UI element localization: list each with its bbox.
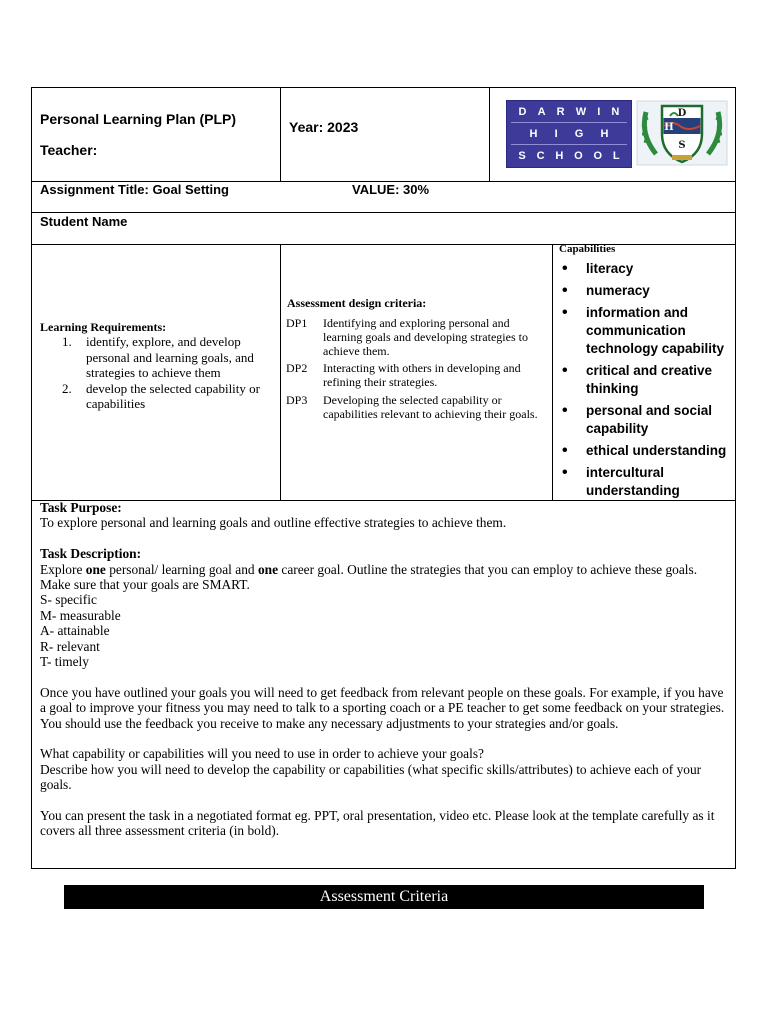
logo-letter: O — [574, 150, 583, 162]
capabilities-heading: Capabilities — [559, 243, 616, 255]
crest-letter-d: D — [677, 108, 687, 119]
spacer — [40, 669, 730, 684]
criteria-text: Developing the selected capability or capabilities relevant to achieving their goals. — [323, 393, 538, 421]
logo-separator — [511, 122, 627, 123]
criteria-dp1 — [286, 316, 548, 358]
list-number: 1. — [62, 334, 72, 349]
logo-letter: I — [597, 106, 601, 118]
criteria-text: Interacting with others in developing and refining their strategies. — [323, 361, 521, 389]
logo-letter: C — [536, 150, 545, 162]
assignment-title: Assignment Title: Goal Setting — [40, 182, 230, 197]
logo-letter: W — [575, 106, 587, 118]
capability-describe: Describe how you will need to develop the capability or capabilities (what specific skills/attributes) to achieve each of your goals. — [40, 761, 702, 793]
teacher-label: Teacher: — [40, 142, 98, 158]
smart-item: R- relevant — [40, 638, 100, 654]
task-description-text — [40, 562, 730, 593]
feedback-paragraph: Once you have outlined your goals you will need to get feedback from relevant people on these goals. For example, if you have a goal to improve your fitness you may need to talk to a sporting coach or a PE teacher to get some feedback on your strategies. You should use the feedback you receive to make any necessary adjustments to your strategies and/or goals. — [40, 684, 725, 731]
student-name-label: Student Name — [40, 214, 128, 229]
logo-letter: H — [555, 150, 564, 162]
logo-letter: N — [611, 106, 620, 118]
logo-letter: G — [574, 128, 584, 140]
desc-part: Explore — [40, 561, 86, 577]
col-divider-req-2 — [552, 244, 553, 500]
task-section — [40, 500, 730, 839]
logo-separator — [511, 144, 627, 145]
list-text: develop the selected capability or capabilities — [86, 380, 260, 411]
logo-letter: O — [593, 150, 603, 162]
criteria-code: DP1 — [286, 316, 308, 330]
spacer — [40, 731, 730, 746]
desc-bold: one — [257, 561, 279, 577]
row-divider-student — [32, 244, 735, 245]
capability-question: What capability or capabilities will you need to use in order to achieve your goals? — [40, 746, 484, 762]
criteria-dp3 — [286, 393, 548, 435]
plp-table — [31, 87, 736, 869]
logo-row-1 — [507, 102, 631, 122]
logo-letter: I — [554, 128, 558, 140]
assessment-criteria-banner: Assessment Criteria — [64, 885, 704, 909]
list-item: • literacy — [562, 260, 734, 278]
capabilities-list — [562, 260, 734, 504]
row-divider-assignment — [32, 212, 735, 213]
list-item: • personal and social capability — [562, 402, 734, 438]
col-divider-header-2 — [489, 88, 490, 181]
desc-part: personal/ learning goal and — [105, 561, 258, 577]
desc-part: career goal. Outline the strategies that you can employ to achieve these goals. Make sure that your goals are SMART. — [40, 561, 698, 593]
logo-letter: S — [518, 150, 526, 162]
task-purpose-heading: Task Purpose: — [40, 500, 122, 515]
logo-letter: H — [600, 128, 609, 140]
logo-letter: L — [612, 150, 620, 162]
criteria-dp2 — [286, 361, 548, 389]
col-divider-req-1 — [280, 244, 281, 500]
crest-letter-s: S — [678, 140, 686, 151]
smart-item: T- timely — [40, 654, 89, 670]
spacer — [40, 531, 730, 546]
assessment-design-heading: Assessment design criteria: — [287, 296, 427, 310]
list-item: • information and communication technology capability — [562, 304, 734, 358]
task-purpose-text: To explore personal and learning goals and outline effective strategies to achieve them. — [40, 515, 507, 531]
assignment-value: VALUE: 30% — [352, 182, 430, 197]
criteria-code: DP2 — [286, 361, 308, 375]
logo-letter: H — [529, 128, 538, 140]
plp-title: Personal Learning Plan (PLP) — [40, 111, 237, 127]
spacer — [40, 793, 730, 808]
smart-item: M- measurable — [40, 607, 121, 623]
smart-item: A- attainable — [40, 623, 110, 639]
col-divider-header-1 — [280, 88, 281, 181]
year-label: Year: 2023 — [289, 119, 359, 135]
list-item — [40, 381, 276, 412]
learning-requirements-list — [40, 334, 276, 412]
criteria-code: DP3 — [286, 393, 308, 407]
learning-requirements-heading: Learning Requirements: — [40, 320, 167, 334]
list-item: • numeracy — [562, 282, 734, 300]
list-text: identify, explore, and develop personal and learning goals, and strategies to achieve them — [86, 334, 254, 380]
logo-row-3 — [507, 146, 631, 166]
list-item: • intercultural understanding — [562, 464, 734, 500]
list-item: • ethical understanding — [562, 442, 734, 460]
school-crest-icon — [636, 100, 728, 166]
logo-letter: R — [556, 106, 565, 118]
smart-item: S- specific — [40, 592, 97, 608]
list-number: 2. — [62, 380, 72, 396]
list-item: • critical and creative thinking — [562, 362, 734, 398]
criteria-text: Identifying and exploring personal and learning goals and developing strategies to achieve them. — [323, 316, 528, 358]
list-item — [40, 334, 276, 381]
task-description-heading: Task Description: — [40, 546, 142, 562]
logo-letter: A — [537, 106, 546, 118]
desc-bold: one — [85, 561, 106, 577]
logo-row-2 — [507, 124, 631, 144]
crest-letter-h: H — [664, 122, 674, 133]
present-paragraph: You can present the task in a negotiated format eg. PPT, oral presentation, video etc. Please look at the template carefully as it covers all three assessment criteria (in bold). — [40, 808, 715, 839]
logo-letter: D — [518, 106, 527, 118]
darwin-high-school-logo — [506, 100, 632, 168]
